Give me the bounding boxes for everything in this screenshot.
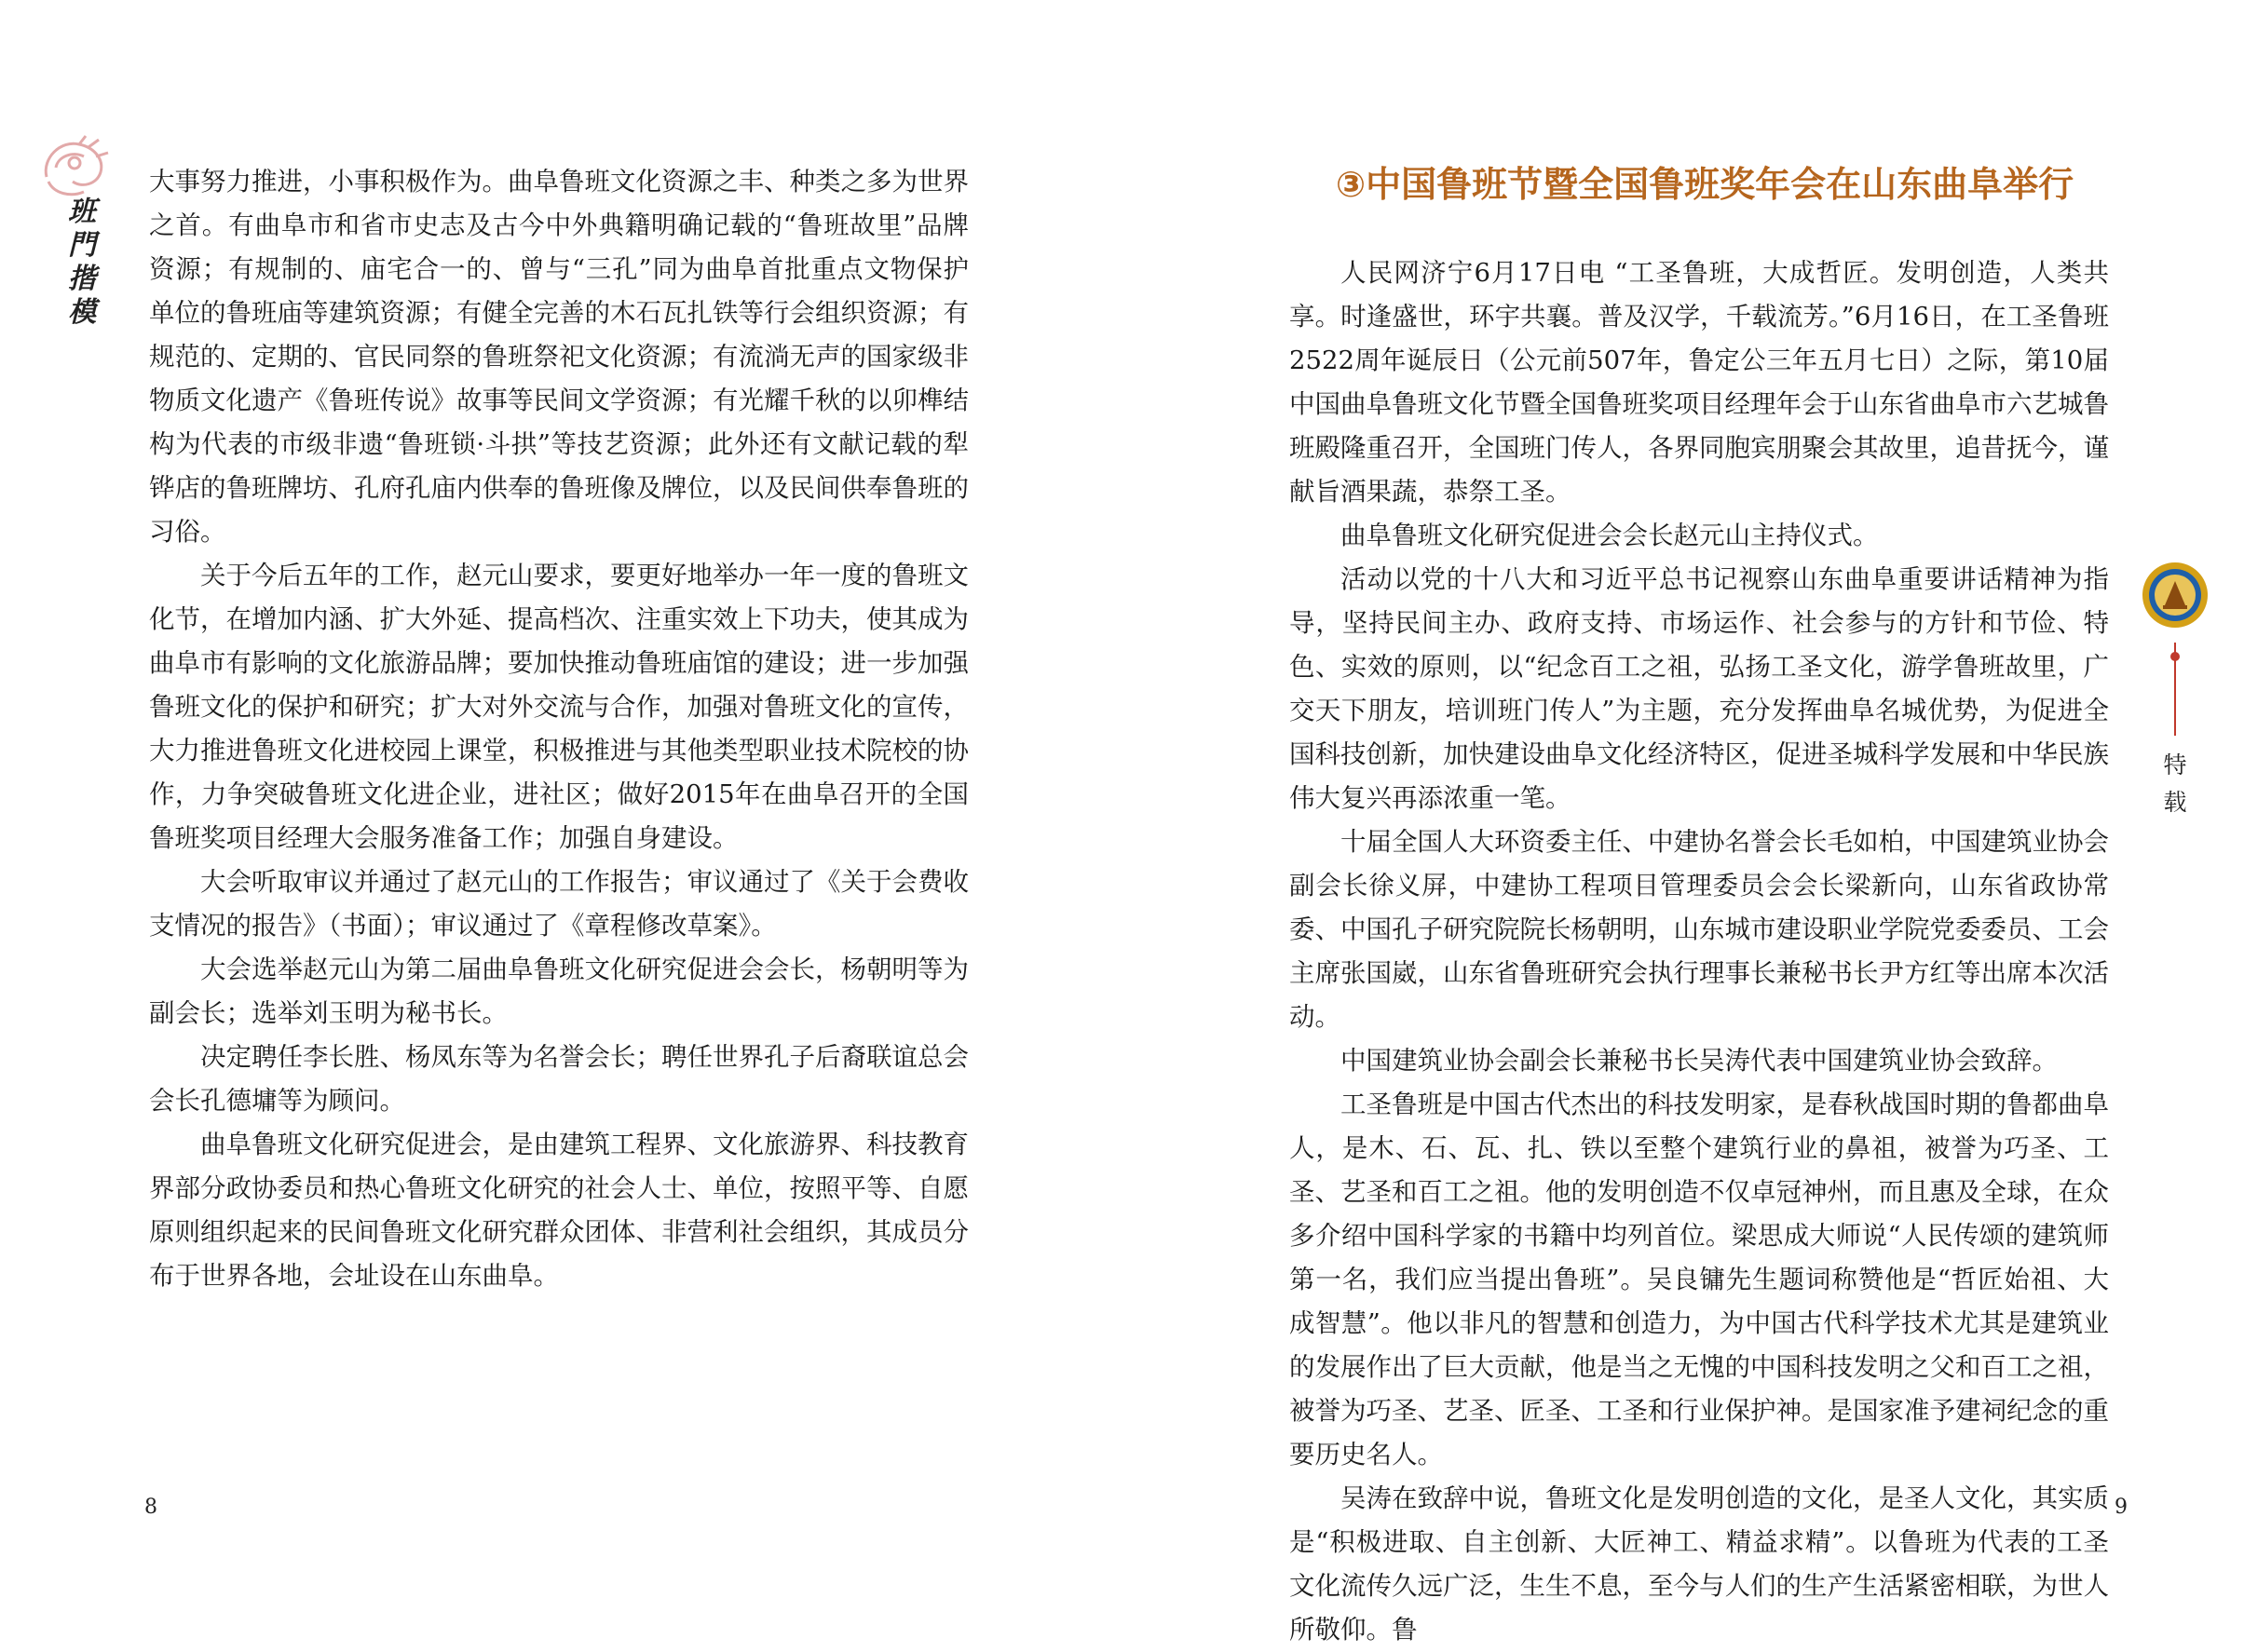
luban-award-badge-icon bbox=[2141, 561, 2210, 630]
dragon-emblem-icon bbox=[37, 130, 112, 205]
left-emblem bbox=[37, 130, 112, 329]
right-page bbox=[1122, 0, 2244, 1645]
paragraph: 中国建筑业协会副会长兼秘书长吴涛代表中国建筑业协会致辞。 bbox=[1340, 1046, 2058, 1076]
paragraph: 人民网济宁6月17日电 “工圣鲁班，大成哲匠。发明创造，人类共享。时逢盛世，环宇共襄。普及汉学，千载流芳。”6月16日，在工圣鲁班2522周年诞辰日（公元前507年，鲁定公三年五月七日）之际，第10届中国曲阜鲁班文化节暨全国鲁班奖项目经理年会于山东省曲阜市六艺城鲁班殿隆重召开，全国班门传人，各界同胞宾朋聚会其故里，追昔抚今，谨献旨酒果蔬，恭祭工圣。 bbox=[1289, 258, 2109, 507]
page-number: 9 bbox=[2115, 1496, 2128, 1519]
left-page bbox=[0, 0, 1122, 1584]
right-body-text bbox=[1289, 251, 2109, 1652]
section-divider-dot bbox=[2170, 652, 2180, 661]
paragraph: 十届全国人大环资委主任、中建协名誉会长毛如柏，中国建筑业协会副会长徐义屏，中建协工程项目管理委员会会长梁新向，山东省政协常委、中国孔子研究院院长杨朝明，山东城市建设职业学院党委委员、工会主席张国崴，山东省鲁班研究会执行理事长兼秘书长尹方红等出席本次活动。 bbox=[1289, 827, 2109, 1032]
page-number: 8 bbox=[144, 1496, 157, 1519]
paragraph: 曲阜鲁班文化研究促进会会长赵元山主持仪式。 bbox=[1340, 521, 1879, 550]
paragraph: 大事努力推进，小事积极作为。曲阜鲁班文化资源之丰、种类之多为世界之首。有曲阜市和省市史志及古今中外典籍明确记载的“鲁班故里”品牌资源；有规制的、庙宅合一的、曾与“三孔”同为曲阜首批重点文物保护单位的鲁班庙等建筑资源；有健全完善的木石瓦扎铁等行会组织资源；有规范的、定期的、官民同祭的鲁班祭祀文化资源；有流淌无声的国家级非物质文化遗产《鲁班传说》故事等民间文学资源；有光耀千秋的以卯榫结构为代表的市级非遗“鲁班锁·斗拱”等技艺资源；此外还有文献记载的犁铧店的鲁班牌坊、孔府孔庙内供奉的鲁班像及牌位，以及民间供奉鲁班的习俗。 bbox=[149, 167, 969, 547]
article-title: ③中国鲁班节暨全国鲁班奖年会在山东曲阜举行 bbox=[1336, 164, 2074, 205]
paragraph: 关于今后五年的工作，赵元山要求，要更好地举办一年一度的鲁班文化节，在增加内涵、扩大外延、提高档次、注重实效上下功夫，使其成为曲阜市有影响的文化旅游品牌；要加快推动鲁班庙馆的建设；进一步加强鲁班文化的保护和研究；扩大对外交流与合作，加强对鲁班文化的宣传，大力推进鲁班文化进校园上课堂，积极推进与其他类型职业技术院校的协作，力争突破鲁班文化进企业，进社区；做好2015年在曲阜召开的全国鲁班奖项目经理大会服务准备工作；加强自身建设。 bbox=[149, 561, 969, 853]
paragraph: 曲阜鲁班文化研究促进会，是由建筑工程界、文化旅游界、科技教育界部分政协委员和热心鲁班文化研究的社会人士、单位，按照平等、自愿原则组织起来的民间鲁班文化研究群众团体、非营利社会组织，其成员分布于世界各地，会址设在山东曲阜。 bbox=[149, 1130, 969, 1291]
brand-calligraphy: 班門揩模 bbox=[68, 196, 96, 329]
paragraph: 活动以党的十八大和习近平总书记视察山东曲阜重要讲话精神为指导，坚持民间主办、政府支持、市场运作、社会参与的方针和节俭、特色、实效的原则，以“纪念百工之祖，弘扬工圣文化，游学鲁班故里，广交天下朋友，培训班门传人”为主题，充分发挥曲阜名城优势，为促进全国科技创新，加快建设曲阜文化经济特区，促进圣城科学发展和中华民族伟大复兴再添浓重一笔。 bbox=[1289, 564, 2109, 813]
section-label: 特载 bbox=[2163, 752, 2187, 816]
paragraph: 工圣鲁班是中国古代杰出的科技发明家，是春秋战国时期的鲁都曲阜人，是木、石、瓦、扎、铁以至整个建筑行业的鼻祖，被誉为巧圣、工圣、艺圣和百工之祖。他的发明创造不仅卓冠神州，而且惠及全球，在众多介绍中国科学家的书籍中均列首位。梁思成大师说“人民传颂的建筑师第一名，我们应当提出鲁班”。吴良镛先生题词称赞他是“哲匠始祖、大成智慧”。他以非凡的智慧和创造力，为中国古代科学技术尤其是建筑业的发展作出了巨大贡献，他是当之无愧的中国科技发明之父和百工之祖，被誉为巧圣、艺圣、匠圣、工圣和行业保护神。是国家准予建祠纪念的重要历史名人。 bbox=[1289, 1090, 2109, 1469]
paragraph: 大会选举赵元山为第二届曲阜鲁班文化研究促进会会长，杨朝明等为副会长；选举刘玉明为秘书长。 bbox=[149, 955, 969, 1028]
paragraph: 大会听取审议并通过了赵元山的工作报告；审议通过了《关于会费收支情况的报告》（书面）；审议通过了《章程修改草案》。 bbox=[149, 867, 969, 941]
paragraph: 吴涛在致辞中说，鲁班文化是发明创造的文化，是圣人文化，其实质是“积极进取、自主创新、大匠神工、精益求精”。以鲁班为代表的工圣文化流传久远广泛，生生不息，至今与人们的生产生活紧密相联，为世人所敬仰。鲁 bbox=[1289, 1483, 2109, 1645]
left-body-text bbox=[149, 160, 969, 1298]
paragraph: 决定聘任李长胜、杨凤东等为名誉会长；聘任世界孔子后裔联谊总会会长孔德墉等为顾问。 bbox=[149, 1042, 969, 1116]
